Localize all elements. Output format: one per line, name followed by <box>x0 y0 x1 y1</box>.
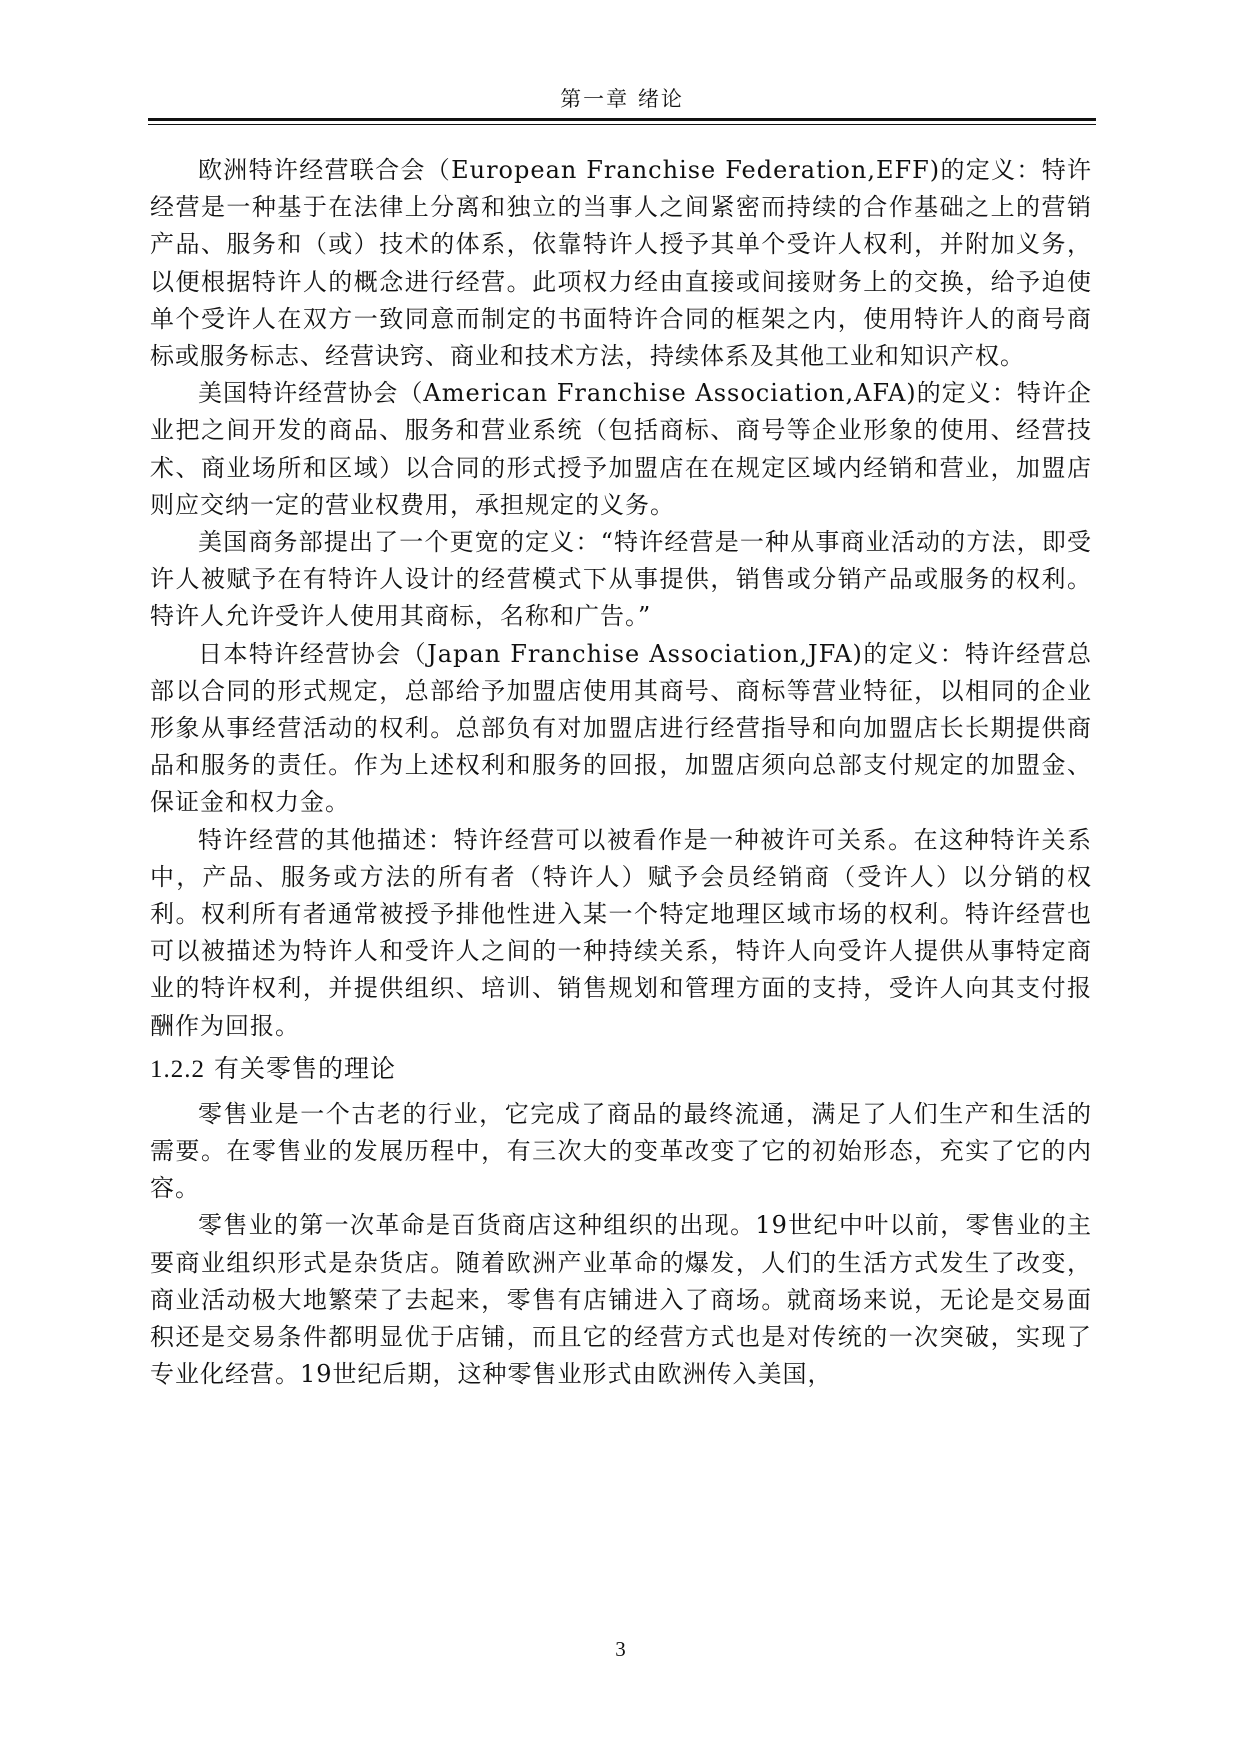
page-number: 3 <box>615 1637 626 1661</box>
paragraph-jfa-definition: 日本特许经营协会（Japan Franchise Association,JFA)的定义：特许经营总部以合同的形式规定，总部给予加盟店使用其商号、商标等营业特征，以相同的企业形象从事经营活动的权利。总部负有对加盟店进行经营指导和向加盟店长长期提供商品和服务的责任。作为上述权利和服务的回报，加盟店须向总部支付规定的加盟金、保证金和权力金。 <box>150 639 1092 817</box>
paragraph-retail-intro: 零售业是一个古老的行业，它完成了商品的最终流通，满足了人们生产和生活的需要。在零售业的发展历程中，有三次大的变革改变了它的初始形态，充实了它的内容。 <box>150 1099 1092 1203</box>
section-number: 1.2.2 <box>150 1055 205 1083</box>
paragraph-eff-definition: 欧洲特许经营联合会（European Franchise Federation,EFF)的定义：特许经营是一种基于在法律上分离和独立的当事人之间紧密而持续的合作基础之上的营销产品、服务和（或）技术的体系，依靠特许人授予其单个受许人权利，并附加义务，以便根据特许人的概念进行经营。此项权力经由直接或间接财务上的交换，给予迫使单个受许人在双方一致同意而制定的书面特许合同的框架之内，使用特许人的商号商标或服务标志、经营诀窍、商业和技术方法，持续体系及其他工业和知识产权。 <box>150 156 1092 371</box>
running-header: 第一章 绪论 <box>560 87 684 111</box>
page-body <box>150 152 1092 1394</box>
paragraph-other-descriptions: 特许经营的其他描述：特许经营可以被看作是一种被许可关系。在这种特许关系中，产品、服务或方法的所有者（特许人）赋予会员经销商（受许人）以分销的权利。权利所有者通常被授予排他性进入某一个特定地理区域市场的权利。特许经营也可以被描述为特许人和受许人之间的一种持续关系，特许人向受许人提供从事特定商业的特许权利，并提供组织、培训、销售规划和管理方面的支持，受许人向其支付报酬作为回报。 <box>150 825 1092 1040</box>
header-rule-thick <box>148 118 1096 121</box>
paragraph-commerce-dept-definition: 美国商务部提出了一个更宽的定义：“特许经营是一种从事商业活动的方法，即受许人被赋予在有特许人设计的经营模式下从事提供，销售或分销产品或服务的权利。特许人允许受许人使用其商标，名称和广告。” <box>150 528 1092 631</box>
section-heading <box>150 1049 1092 1090</box>
paragraph-retail-first-revolution: 零售业的第一次革命是百货商店这种组织的出现。19世纪中叶以前，零售业的主要商业组织形式是杂货店。随着欧洲产业革命的爆发，人们的生活方式发生了改变，商业活动极大地繁荣了去起来，零售有店铺进入了商场。就商场来说，无论是交易面积还是交易条件都明显优于店铺，而且它的经营方式也是对传统的一次突破，实现了专业化经营。19世纪后期，这种零售业形式由欧洲传入美国， <box>150 1211 1092 1389</box>
paragraph-afa-definition: 美国特许经营协会（American Franchise Association,AFA)的定义：特许企业把之间开发的商品、服务和营业系统（包括商标、商号等企业形象的使用、经营技术、商业场所和区域）以合同的形式授予加盟店在在规定区域内经销和营业，加盟店则应交纳一定的营业权费用，承担规定的义务。 <box>150 379 1092 519</box>
section-title: 有关零售的理论 <box>213 1053 396 1083</box>
header-rule-thin <box>148 124 1096 125</box>
